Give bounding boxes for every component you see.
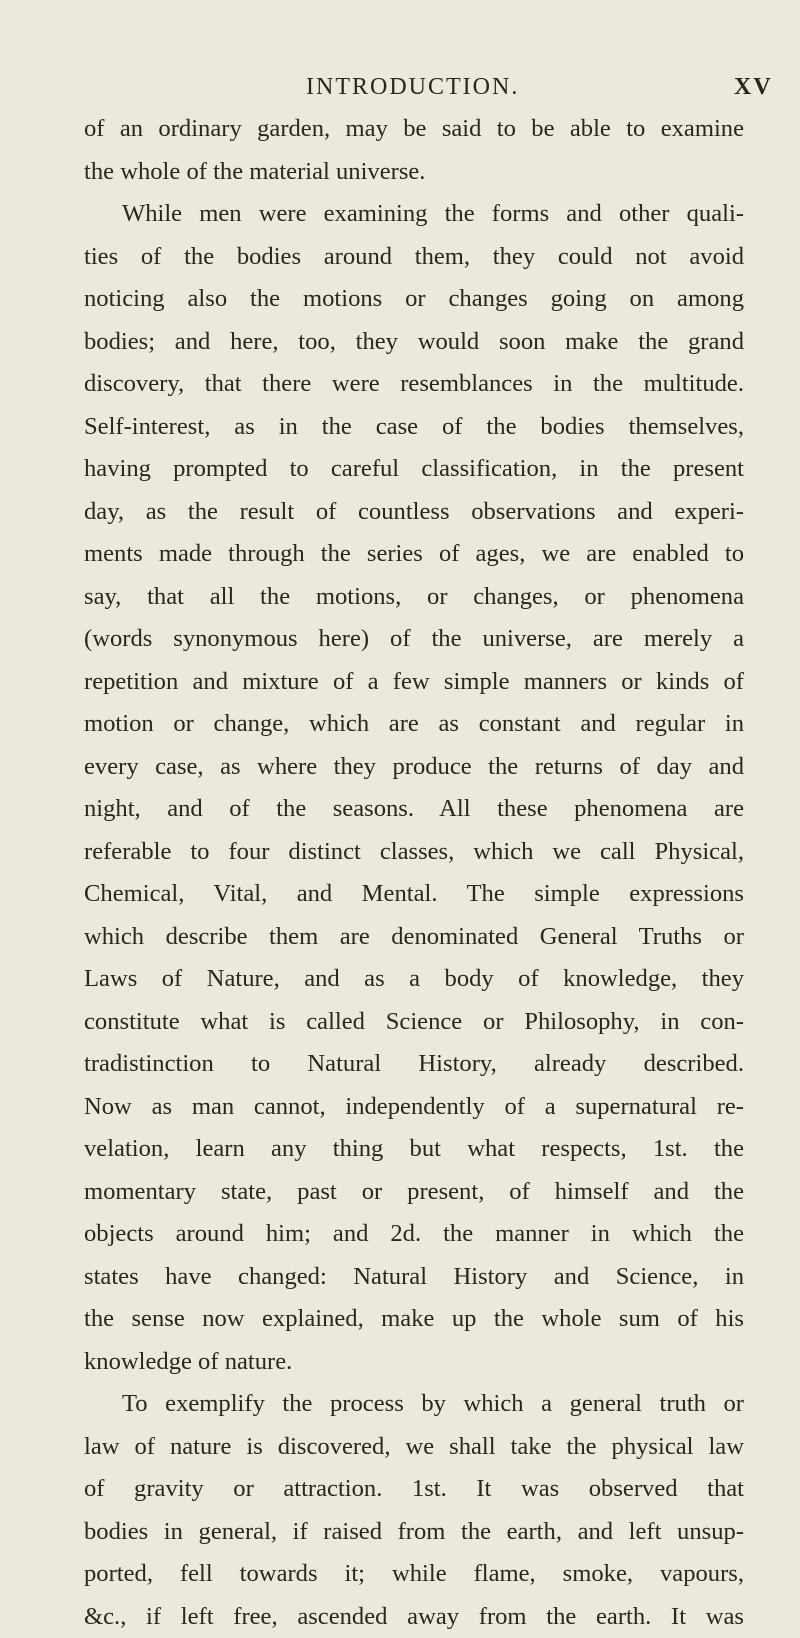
text-line: referable to four distinct classes, which we call Physical, [84,831,744,874]
text-line: &c., if left free, ascended away from the earth. It was [84,1596,744,1638]
text-line: noticing also the motions or changes going on among [84,278,744,321]
text-line: the whole of the material universe. [84,151,744,194]
text-line: ments made through the series of ages, we are enabled to [84,533,744,576]
text-line: of an ordinary garden, may be said to be able to examine [84,108,744,151]
text-line: Self-interest, as in the case of the bodies themselves, [84,406,744,449]
text-line: bodies; and here, too, they would soon make the grand [84,321,744,364]
text-line: objects around him; and 2d. the manner in which the [84,1213,744,1256]
text-line: constitute what is called Science or Philosophy, in con- [84,1001,744,1044]
text-line: momentary state, past or present, of himself and the [84,1171,744,1214]
page-header [0,74,800,104]
text-line: motion or change, which are as constant and regular in [84,703,744,746]
text-line: night, and of the seasons. All these phenomena are [84,788,744,831]
text-line: repetition and mixture of a few simple manners or kinds of [84,661,744,704]
text-line: having prompted to careful classification, in the present [84,448,744,491]
text-line: law of nature is discovered, we shall take the physical law [84,1426,744,1469]
text-line: states have changed: Natural History and Science, in [84,1256,744,1299]
text-line: ties of the bodies around them, they could not avoid [84,236,744,279]
text-line: day, as the result of countless observations and experi- [84,491,744,534]
text-line: say, that all the motions, or changes, or phenomena [84,576,744,619]
page-number: XV [734,74,773,101]
text-line: Chemical, Vital, and Mental. The simple expressions [84,873,744,916]
text-line: Laws of Nature, and as a body of knowledge, they [84,958,744,1001]
text-line: the sense now explained, make up the whole sum of his [84,1298,744,1341]
text-line: (words synonymous here) of the universe, are merely a [84,618,744,661]
text-line: every case, as where they produce the returns of day and [84,746,744,789]
text-line: knowledge of nature. [84,1341,744,1384]
running-head: INTRODUCTION. [306,74,519,101]
text-line: of gravity or attraction. 1st. It was observed that [84,1468,744,1511]
text-line: To exemplify the process by which a general truth or [84,1383,744,1426]
text-line: While men were examining the forms and other quali- [84,193,744,236]
text-line: Now as man cannot, independently of a supernatural re- [84,1086,744,1129]
text-line: ported, fell towards it; while flame, smoke, vapours, [84,1553,744,1596]
text-line: tradistinction to Natural History, already described. [84,1043,744,1086]
text-line: velation, learn any thing but what respects, 1st. the [84,1128,744,1171]
text-line: bodies in general, if raised from the earth, and left unsup- [84,1511,744,1554]
text-line: discovery, that there were resemblances in the multitude. [84,363,744,406]
text-line: which describe them are denominated General Truths or [84,916,744,959]
body-text [84,108,744,1638]
